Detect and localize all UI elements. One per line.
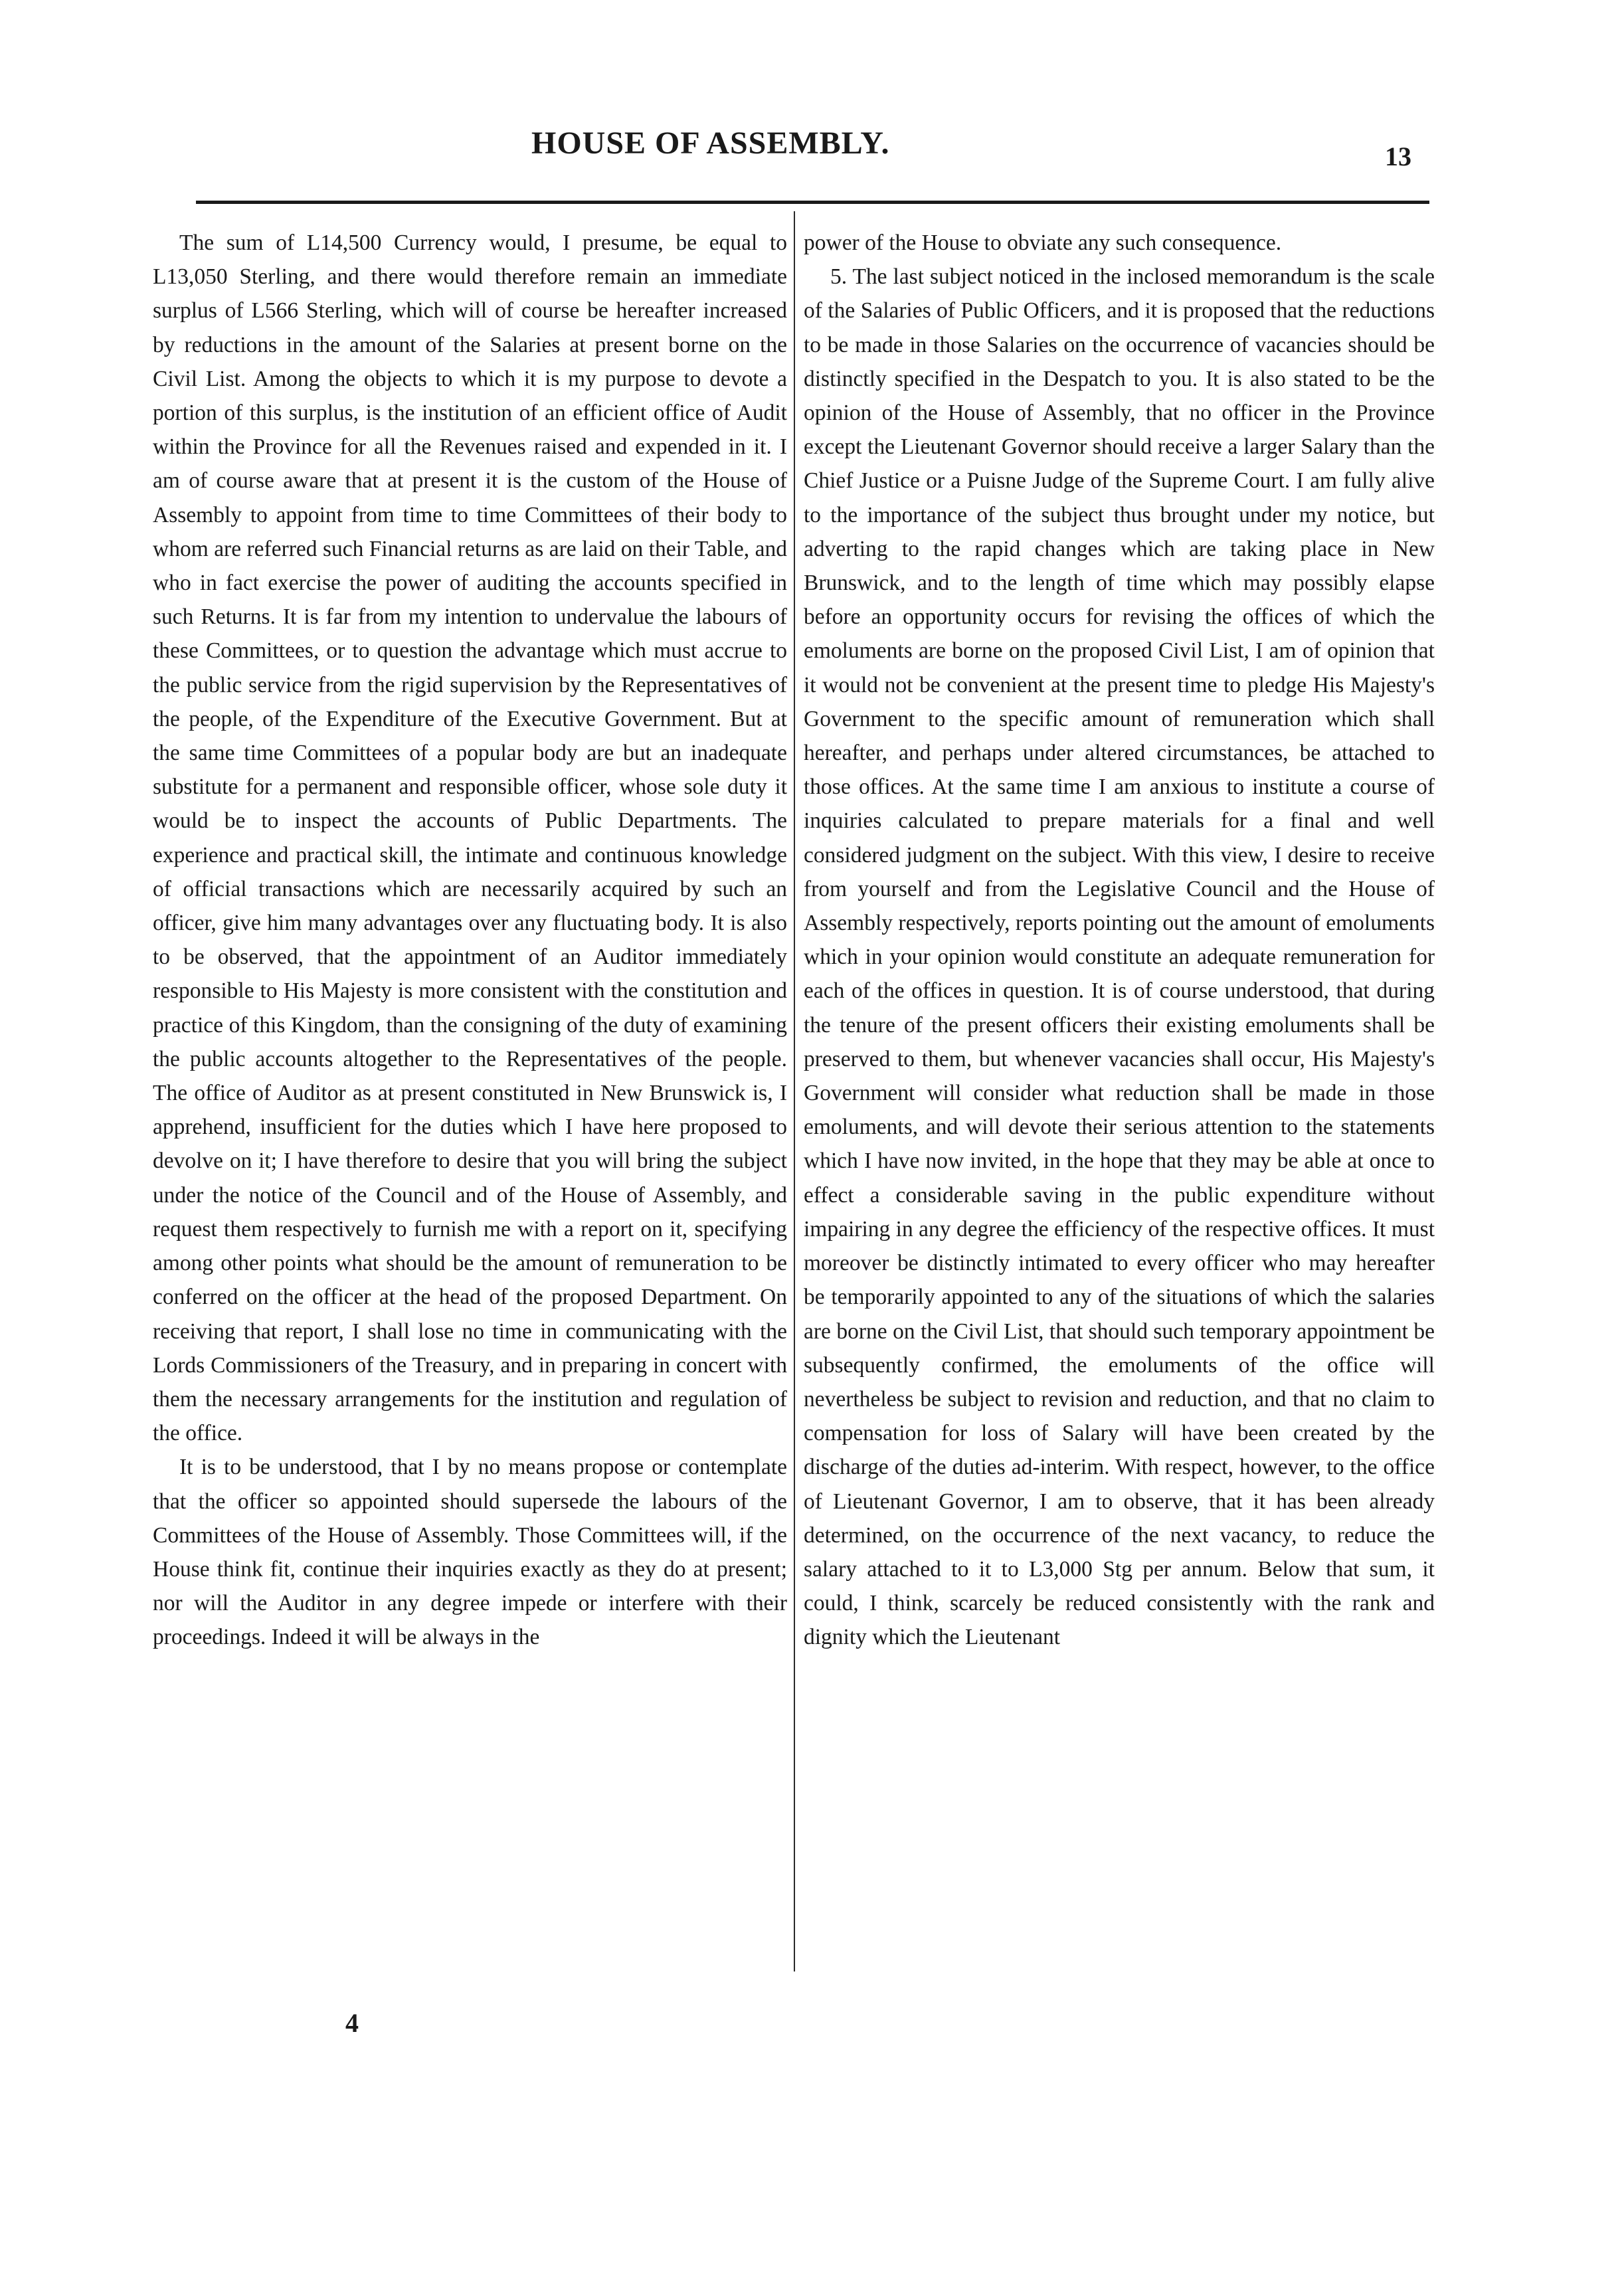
column-divider bbox=[794, 211, 795, 1971]
right-paragraph-2: 5. The last subject noticed in the inclosed memorandum is the scale of the Salaries of Public Officers, and it is proposed that the reductions to be made in those Salaries on the occurrence of vacancies should be distinctly specified in the Despatch to you. It is also stated to be the opinion of the House of Assembly, that no officer in the Province except the Lieutenant Governor should receive a larger Salary than the Chief Justice or a Puisne Judge of the Supreme Court. I am fully alive to the importance of the subject thus brought under my notice, but adverting to the rapid changes which are taking place in New Brunswick, and to the length of time which may possibly elapse before an opportunity occurs for revising the offices of which the emoluments are borne on the proposed Civil List, I am of opinion that it would not be convenient at the present time to pledge His Majesty's Government to the specific amount of remuneration which shall hereafter, and perhaps under altered circumstances, be attached to those offices. At the same time I am anxious to institute a course of inquiries calculated to prepare materials for a final and well considered judgment on the subject. With this view, I desire to receive from yourself and from the Legislative Council and the House of Assembly respectively, reports pointing out the amount of emoluments which in your opinion would constitute an adequate remuneration for each of the offices in question. It is of course understood, that during the tenure of the present officers their existing emoluments shall be preserved to them, but whenever vacancies shall occur, His Majesty's Government will consider what reduction shall be made in those emoluments, and will devote their serious attention to the statements which I have now invited, in the hope that they may be able at once to effect a considerable saving in the public expenditure without impairing in any degree the efficiency of the respective offices. It must moreover be distinctly intimated to every officer who may hereafter be temporarily appointed to any of the situations of which the salaries are borne on the Civil List, that should such temporary appointment be subsequently confirmed, the emoluments of the office will nevertheless be subject to revision and reduction, and that no claim to compensation for loss of Salary will have been created by the discharge of the duties ad-interim. With respect, however, to the office of Lieutenant Governor, I am to observe, that it has been already determined, on the occurrence of the next vacancy, to reduce the salary attached to it to L3,000 Stg per annum. Below that sum, it could, I think, scarcely be reduced consistently with the rank and dignity which the Lieutenant bbox=[804, 264, 1435, 1650]
left-paragraph-1: The sum of L14,500 Currency would, I presume, be equal to L13,050 Sterling, and there would therefore remain an immediate surplus of L566 Sterling, which will of course be hereafter increased by reductions in the amount of the Salaries at present borne on the Civil List. Among the objects to which it is my purpose to devote a portion of this surplus, is the institution of an efficient office of Audit within the Province for all the Revenues raised and expended in it. I am of course aware that at present it is the custom of the House of Assembly to appoint from time to time Committees of their body to whom are referred such Financial returns as are laid on their Table, and who in fact exercise the power of auditing the accounts specified in such Returns. It is far from my intention to undervalue the labours of these Committees, or to question the advantage which must accrue to the public service from the rigid supervision by the Representatives of the people, of the Expenditure of the Executive Government. But at the same time Committees of a popular body are but an inadequate substitute for a permanent and responsible officer, whose sole duty it would be to inspect the accounts of Public Departments. The experience and practical skill, the intimate and continuous knowledge of official transactions which are necessarily acquired by such an officer, give him many advantages over any fluctuating body. It is also to be observed, that the appointment of an Auditor immediately responsible to His Majesty is more consistent with the constitution and practice of this Kingdom, than the consigning of the duty of examining the public accounts altogether to the Representatives of the people. The office of Auditor as at present constituted in New Brunswick is, I apprehend, insufficient for the duties which I have here proposed to devolve on it; I have therefore to desire that you will bring the subject under the notice of the Council and of the House of Assembly, and request them respectively to furnish me with a report on it, specifying among other points what should be the amount of remuneration to be conferred on the officer at the head of the proposed Department. On receiving that report, I shall lose no time in communicating with the Lords Commissioners of the Treasury, and in preparing in concert with them the necessary arrangements for the institution and regulation of the office. bbox=[153, 230, 787, 1446]
running-title: HOUSE OF ASSEMBLY. bbox=[531, 126, 890, 161]
right-column bbox=[804, 226, 1435, 1655]
left-paragraph-2: It is to be understood, that I by no means propose or contemplate that the officer so appointed should supersede the labours of the Committees of the House of Assembly. Those Committees will, if the House think fit, continue their inquiries exactly as they do at present; nor will the Auditor in any degree impede or interfere with their proceedings. Indeed it will be always in the bbox=[153, 1455, 787, 1650]
page-number: 13 bbox=[1385, 141, 1411, 171]
left-column bbox=[153, 226, 787, 1655]
right-paragraph-1: power of the House to obviate any such consequence. bbox=[804, 230, 1282, 255]
signature-mark: 4 bbox=[345, 2008, 359, 2038]
header-rule bbox=[196, 201, 1429, 204]
